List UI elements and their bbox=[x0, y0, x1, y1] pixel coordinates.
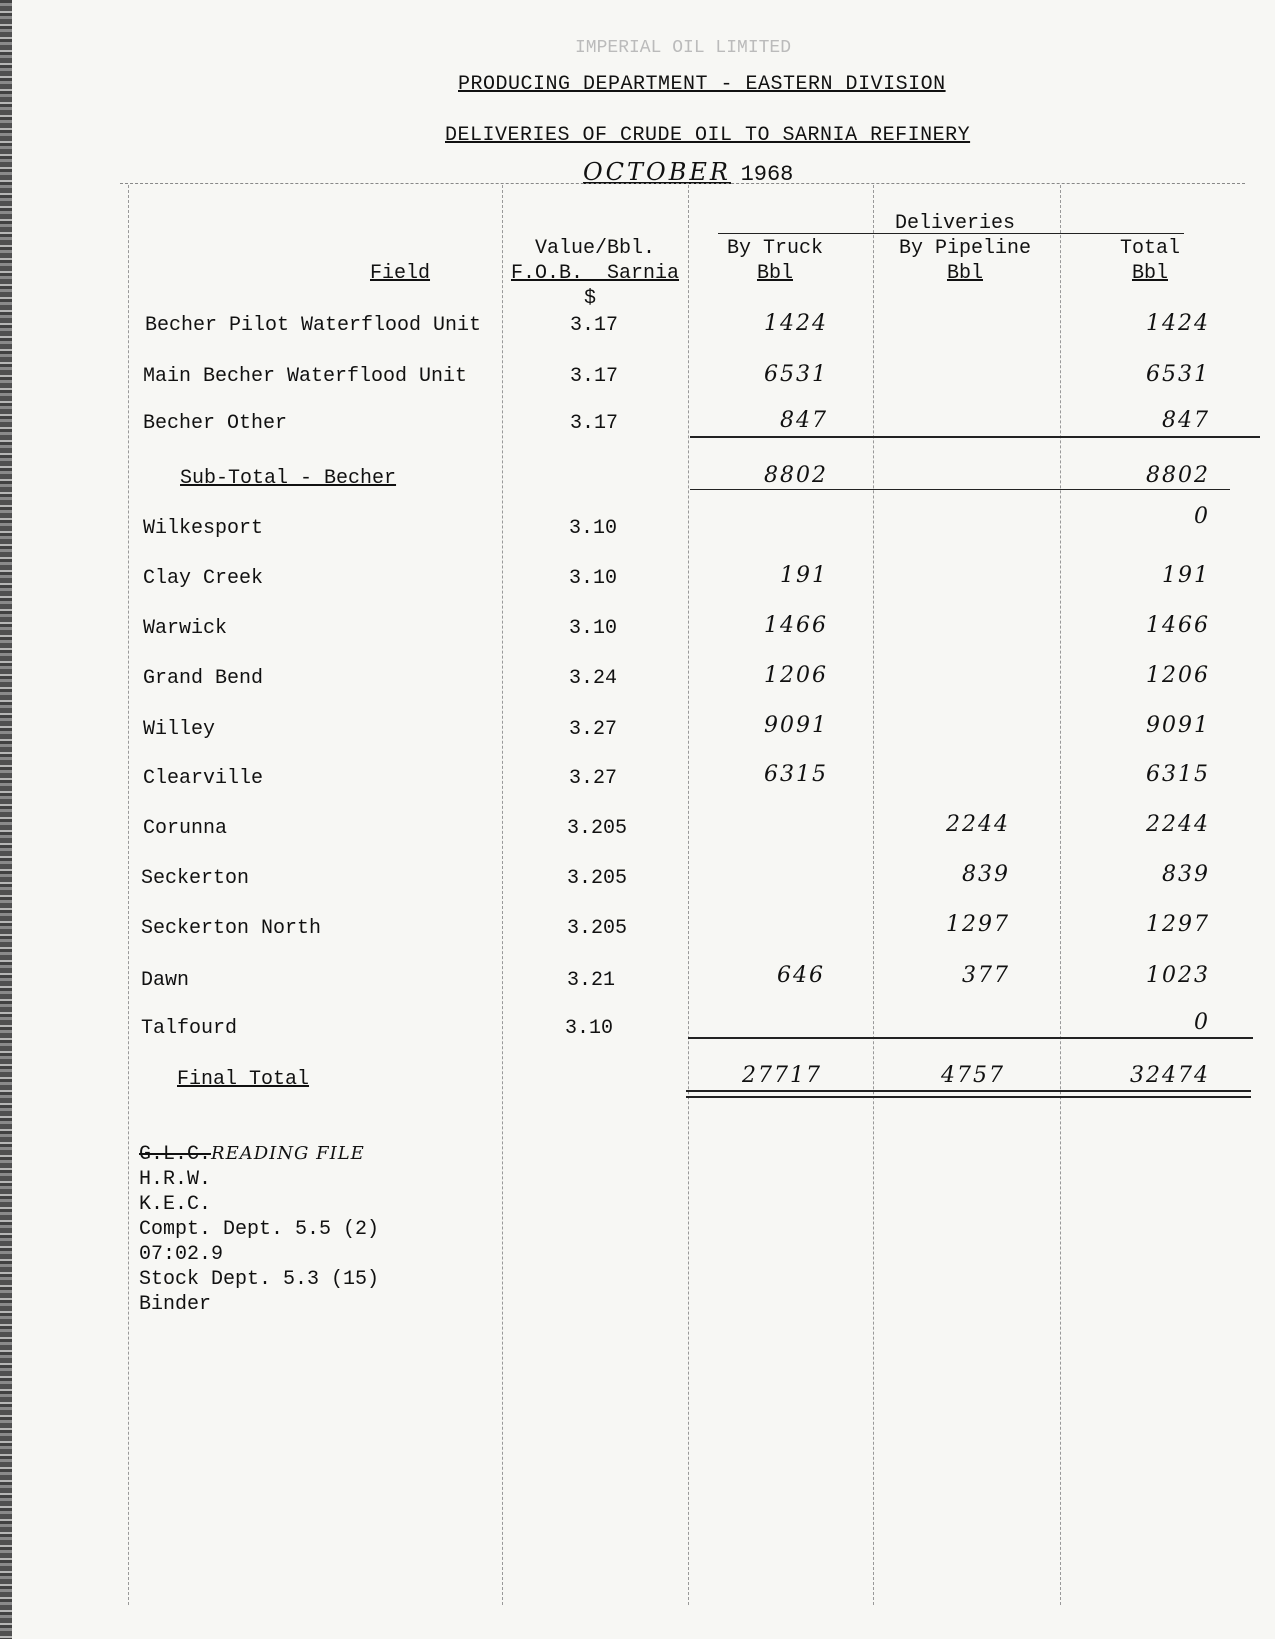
row-value: 3.27 bbox=[569, 718, 618, 741]
row-truck: 6315 bbox=[764, 762, 828, 787]
subtotal-label: Sub-Total - Becher bbox=[180, 467, 397, 490]
deliveries-underline bbox=[718, 233, 1184, 234]
row-value: 3.17 bbox=[570, 412, 619, 435]
final-total-total: 32474 bbox=[1130, 1063, 1210, 1088]
row-total: 1206 bbox=[1146, 663, 1210, 688]
value-unit: $ bbox=[583, 287, 596, 310]
row-field: Grand Bend bbox=[143, 667, 264, 690]
row-total: 1297 bbox=[1146, 912, 1210, 937]
row-value: 3.17 bbox=[570, 365, 619, 388]
final-double-rule-1 bbox=[686, 1090, 1251, 1092]
row-total: 847 bbox=[1162, 408, 1210, 433]
report-title: DELIVERIES OF CRUDE OIL TO SARNIA REFINERY bbox=[445, 124, 971, 147]
row-value: 3.21 bbox=[567, 969, 616, 992]
row-field: Main Becher Waterflood Unit bbox=[143, 365, 468, 388]
distribution-line: Stock Dept. 5.3 (15) bbox=[139, 1268, 380, 1291]
row-total: 9091 bbox=[1146, 713, 1210, 738]
column-divider bbox=[502, 185, 503, 1605]
row-field: Willey bbox=[143, 718, 216, 741]
final-total-rule bbox=[688, 1037, 1253, 1039]
row-value: 3.10 bbox=[569, 517, 618, 540]
subtotal-rule bbox=[690, 436, 1260, 438]
row-value: 3.205 bbox=[567, 917, 628, 940]
row-pipeline: 1297 bbox=[946, 912, 1010, 937]
row-field: Talfourd bbox=[141, 1017, 238, 1040]
row-field: Wilkesport bbox=[143, 517, 264, 540]
row-total: 1023 bbox=[1146, 963, 1210, 988]
column-divider bbox=[1060, 185, 1061, 1605]
total-header-line2: Bbl bbox=[1131, 262, 1168, 285]
pipeline-header-line1: By Pipeline bbox=[898, 237, 1032, 260]
row-value: 3.205 bbox=[567, 867, 628, 890]
row-value: 3.10 bbox=[569, 567, 618, 590]
row-field: Clay Creek bbox=[143, 567, 264, 590]
row-truck: 646 bbox=[777, 963, 825, 988]
subtotal-total: 8802 bbox=[1146, 463, 1210, 488]
handwritten-note: READING FILE bbox=[211, 1143, 365, 1164]
subtotal-truck: 8802 bbox=[764, 463, 828, 488]
row-truck: 1424 bbox=[764, 311, 828, 336]
column-divider bbox=[688, 185, 689, 1605]
value-column-header-line2: F.O.B. Sarnia bbox=[510, 262, 680, 285]
row-total: 6531 bbox=[1146, 362, 1210, 387]
row-value: 3.10 bbox=[565, 1017, 614, 1040]
distribution-line: Binder bbox=[139, 1293, 212, 1316]
scan-edge bbox=[0, 0, 12, 1639]
row-field: Warwick bbox=[143, 617, 228, 640]
truck-header-line2: Bbl bbox=[756, 262, 793, 285]
distribution-line: Compt. Dept. 5.5 (2) bbox=[139, 1218, 380, 1241]
row-value: 3.17 bbox=[570, 314, 619, 337]
row-pipeline: 377 bbox=[962, 963, 1010, 988]
row-total: 2244 bbox=[1146, 812, 1210, 837]
subtotal-underline bbox=[690, 489, 1230, 490]
row-truck: 9091 bbox=[764, 713, 828, 738]
row-value: 3.10 bbox=[569, 617, 618, 640]
row-pipeline: 2244 bbox=[946, 812, 1010, 837]
final-total-truck: 27717 bbox=[742, 1063, 822, 1088]
faint-stamp: IMPERIAL OIL LIMITED bbox=[575, 38, 792, 58]
row-field: Clearville bbox=[143, 767, 264, 790]
row-value: 3.27 bbox=[569, 767, 618, 790]
field-column-header: Field bbox=[370, 262, 431, 285]
distribution-first-line bbox=[139, 1143, 365, 1166]
row-field: Seckerton North bbox=[141, 917, 322, 940]
row-truck: 847 bbox=[780, 408, 828, 433]
row-pipeline: 839 bbox=[962, 862, 1010, 887]
final-double-rule-2 bbox=[686, 1096, 1251, 1098]
row-total: 1424 bbox=[1146, 311, 1210, 336]
row-field: Corunna bbox=[143, 817, 228, 840]
row-truck: 1466 bbox=[764, 613, 828, 638]
distribution-line: H.R.W. bbox=[139, 1168, 212, 1191]
final-total-pipeline: 4757 bbox=[941, 1063, 1005, 1088]
handwritten-month: OCTOBER bbox=[583, 158, 731, 186]
row-value: 3.205 bbox=[567, 817, 628, 840]
row-field: Seckerton bbox=[141, 867, 250, 890]
row-total: 6315 bbox=[1146, 762, 1210, 787]
row-field: Dawn bbox=[141, 969, 190, 992]
row-total: 191 bbox=[1162, 563, 1210, 588]
deliveries-header: Deliveries bbox=[894, 212, 1016, 235]
row-truck: 6531 bbox=[764, 362, 828, 387]
total-header-line1: Total bbox=[1119, 237, 1180, 260]
value-column-header-line1: Value/Bbl. bbox=[534, 237, 656, 260]
truck-header-line1: By Truck bbox=[726, 237, 823, 260]
row-truck: 191 bbox=[780, 563, 828, 588]
column-divider bbox=[873, 185, 874, 1605]
row-truck: 1206 bbox=[764, 663, 828, 688]
final-total-label: Final Total bbox=[177, 1068, 310, 1091]
report-year: 1968 bbox=[740, 162, 794, 187]
department-heading: PRODUCING DEPARTMENT - EASTERN DIVISION bbox=[458, 73, 946, 96]
row-total: 839 bbox=[1162, 862, 1210, 887]
row-field: Becher Other bbox=[143, 412, 288, 435]
row-value: 3.24 bbox=[569, 667, 618, 690]
struck-initials: G.L.C. bbox=[139, 1143, 212, 1166]
pipeline-header-line2: Bbl bbox=[946, 262, 983, 285]
column-divider bbox=[128, 185, 129, 1605]
table-top-border bbox=[120, 183, 1245, 184]
distribution-line: K.E.C. bbox=[139, 1193, 212, 1216]
distribution-line: 07:02.9 bbox=[139, 1243, 224, 1266]
row-total: 0 bbox=[1194, 1010, 1210, 1035]
row-total: 0 bbox=[1194, 504, 1210, 529]
row-field: Becher Pilot Waterflood Unit bbox=[145, 314, 482, 337]
row-total: 1466 bbox=[1146, 613, 1210, 638]
